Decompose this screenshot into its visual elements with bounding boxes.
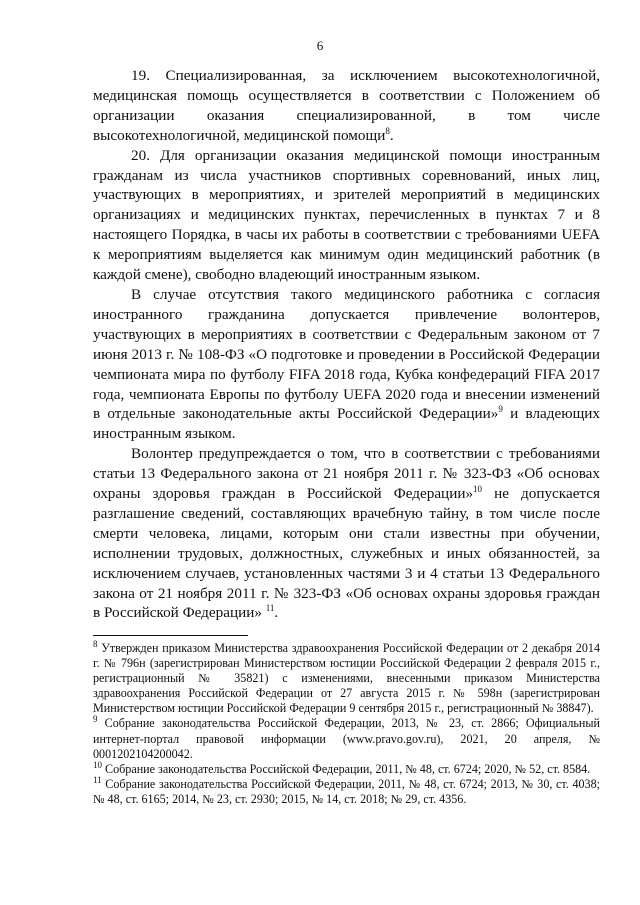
footnote-ref: 8 [385,125,390,136]
footnote-ref: 9 [498,404,503,415]
footnote-mark: 9 [93,714,98,725]
footnote-text: Собрание законодательства Российской Федерации, 2013, № 23, ст. 2866; Официальный интернет-портал правовой информации (www.pravo.gov.ru), 2021, 20 апреля, № 0001202104200042. [93,716,600,761]
paragraph-text-tail: не допускается разглашение сведений, составляющих врачебную тайну, в том числе после смерти человека, лицами, которым они стали известны при обучении, исполнении трудовых, должностных, служебных и иных обязанностей, за исключением случаев, установленных частями 3 и 4 статьи 13 Федерального закона от 21 ноября 2011 г. № 323-ФЗ «Об основах охраны здоровья граждан в Российской Федерации» [93,485,600,622]
paragraph-text: Волонтер предупреждается о том, что в соответствии с требованиями статьи 13 Федерального закона от 21 ноября 2011 г. № 323-ФЗ «Об основах охраны здоровья граждан в Российской Федерации» [93,445,600,503]
paragraph-text-end: . [274,604,279,622]
footnote-separator [93,635,248,636]
paragraph-text: 20. Для организации оказания медицинской помощи иностранным гражданам из числа участников спортивных соревнований, иных лиц, участвующих в мероприятиях, и зрителей мероприятий в медицинских организациях и медицинских пунктах, перечисленных в пунктах 7 и 8 настоящего Порядка, в часы их работы в соответствии с требованиями UEFA к мероприятиям выделяется как минимум один медицинский работник (в каждой смене), свободно владеющий иностранным языком. [93,146,600,284]
paragraph-text: В случае отсутствия такого медицинского работника с согласия иностранного гражданина допускается привлечение волонтеров, участвующих в мероприятиях в соответствии с Федеральным законом от 7 июня 2013 г. № 108-ФЗ «О подготовке и проведении в Российской Федерации чемпионата мира по футболу FIFA 2018 года, Кубка конфедераций FIFA 2017 года, чемпионата Европы по футболу UEFA 2020 года и внесении изменений в отдельные законодательные акты Российской Федерации» [93,285,600,423]
footnote-text: Собрание законодательства Российской Федерации, 2011, № 48, ст. 6724; 2020, № 52, ст. 8584. [102,761,591,776]
footnote-text: Утвержден приказом Министерства здравоохранения Российской Федерации от 2 декабря 2014 г. № 796н (зарегистрирован Министерством юстиции Российской Федерации 2 февраля 2015 г., регистрационный № 35821) с изменениями, внесенными приказом Министерства здравоохранения Российской Федерации от 27 августа 2015 г. № 598н (зарегистрирован Министерством юстиции Российской Федерации 9 сентября 2015 г., регистрационный № 38847). [93,641,600,716]
paragraph-19 [93,66,600,146]
paragraph-text-tail: и владеющих иностранным языком. [93,405,600,443]
page-number: 6 [316,38,324,53]
paragraph-text-tail: . [389,126,394,144]
footnote-ref: 10 [473,483,483,494]
paragraph-20 [93,146,600,285]
footnote-text: Собрание законодательства Российской Федерации, 2011, № 48, ст. 6724; 2013, № 30, ст. 4038; № 48, ст. 6165; 2014, № 23, ст. 2930; 2015, № 14, ст. 2018; № 29, ст. 4356. [93,776,600,806]
paragraph-volunteers [93,285,600,444]
footnote-10 [93,759,600,777]
paragraph-text: 19. Специализированная, за исключением высокотехнологичной, медицинская помощь осуществляется в соответствии с Положением об организации оказания специализированной, в том числе высокотехнологичной, медицинской помощи [93,67,600,144]
footnote-mark: 8 [93,638,98,649]
footnotes [93,638,600,807]
footnote-mark: 11 [93,774,102,785]
footnote-11 [93,774,600,807]
footnote-mark: 10 [93,759,102,770]
footnote-8 [93,638,600,716]
paragraph-medical-secrecy [93,444,600,623]
body-text [93,66,600,623]
footnote-ref: 11 [265,603,275,614]
footnote-9 [93,716,600,761]
